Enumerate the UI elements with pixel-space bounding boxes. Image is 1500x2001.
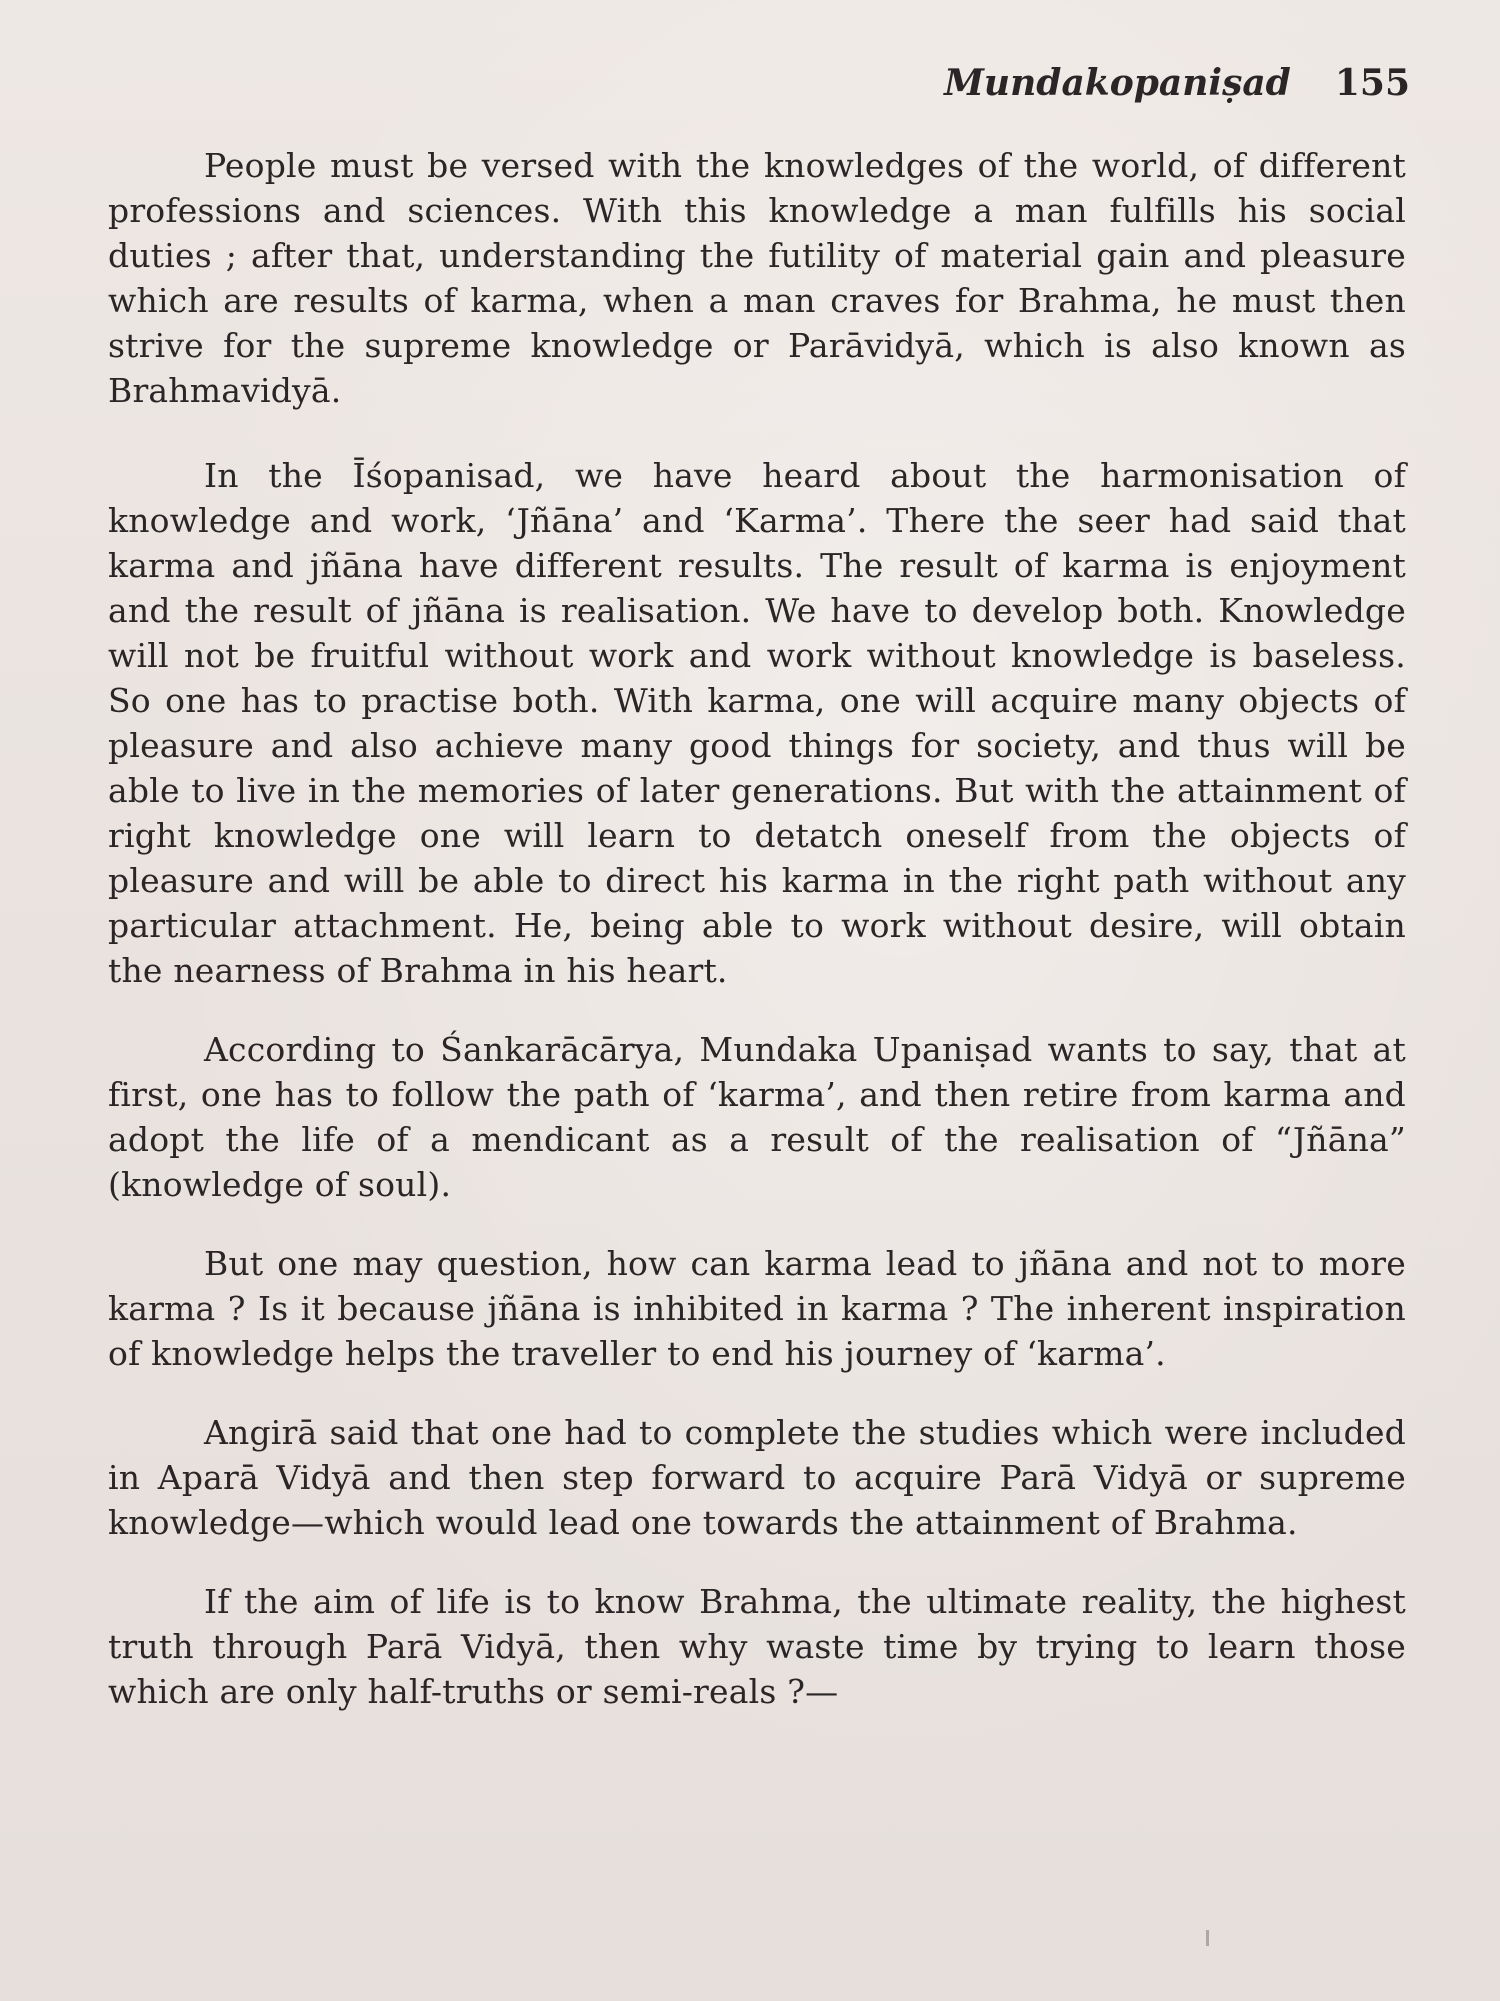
paragraph: If the aim of life is to know Brahma, the ultimate reality, the highest truth through Parā Vidyā, then why waste time by trying to learn those which are only half-truths or semi-reals ?— — [108, 1582, 1406, 1711]
body-text — [108, 143, 1406, 1748]
paragraph: According to Śankarācārya, Mundaka Upaniṣad wants to say, that at first, one has to follow the path of ‘karma’, and then retire from karma and adopt the life of a mendicant as a result of the realisation of “Jñāna” (knowledge of soul). — [108, 1030, 1406, 1204]
running-header-title: Mundakopaniṣad — [944, 62, 1291, 104]
paragraph: People must be versed with the knowledges of the world, of different professions and sciences. With this knowledge a man fulfills his social duties ; after that, understanding the futility of material gain and pleasure which are results of karma, when a man craves for Brahma, he must then strive for the supreme knowledge or Parāvidyā, which is also known as Brahmavidyā. — [108, 146, 1406, 410]
page-number: 155 — [1334, 62, 1410, 104]
paper-speck — [1206, 1930, 1209, 1946]
paragraph: But one may question, how can karma lead to jñāna and not to more karma ? Is it because jñāna is inhibited in karma ? The inherent inspiration of knowledge helps the traveller to end his journey of ‘karma’. — [108, 1244, 1406, 1373]
paragraph: Angirā said that one had to complete the studies which were included in Aparā Vidyā and then step forward to acquire Parā Vidyā or supreme knowledge—which would lead one towards the attainment of Brahma. — [108, 1413, 1406, 1542]
running-header — [944, 62, 1410, 104]
paragraph: In the Īśopanisad, we have heard about the harmonisation of knowledge and work, ‘Jñāna’ and ‘Karma’. There the seer had said that karma and jñāna have different results. The result of karma is enjoyment and the result of jñāna is realisation. We have to develop both. Knowledge will not be fruitful without work and work without knowledge is baseless. So one has to practise both. With karma, one will acquire many objects of pleasure and also achieve many good things for society, and thus will be able to live in the memories of later generations. But with the attainment of right knowledge one will learn to detatch oneself from the objects of pleasure and will be able to direct his karma in the right path without any particular attachment. He, being able to work without desire, will obtain the nearness of Brahma in his heart. — [108, 456, 1406, 990]
